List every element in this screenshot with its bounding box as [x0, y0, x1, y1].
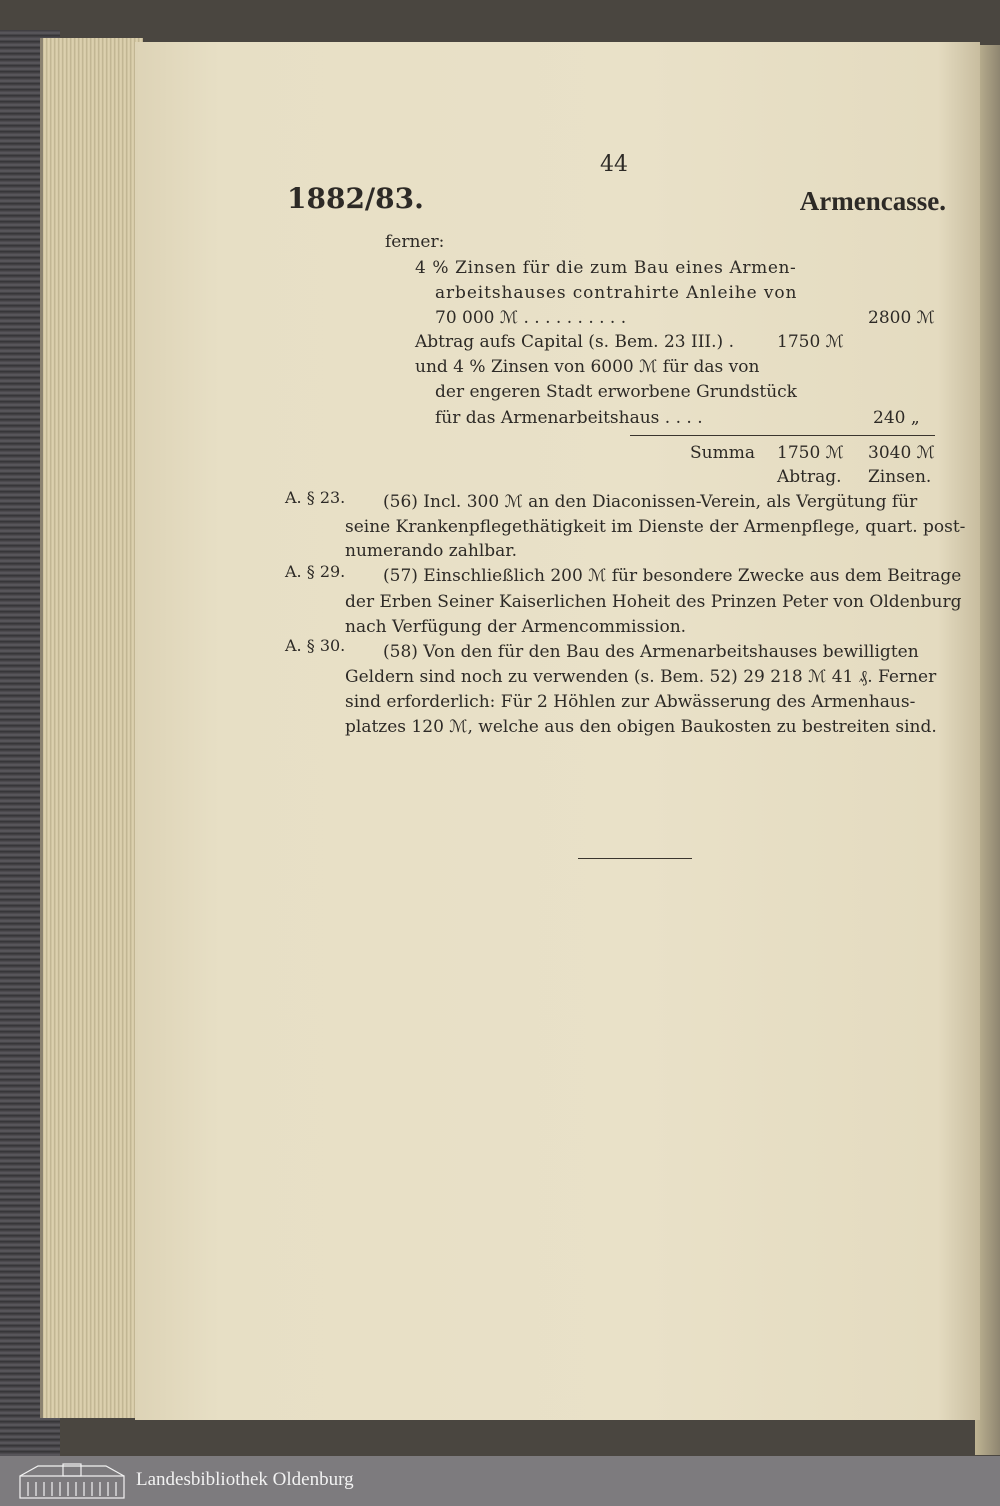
note-line: Geldern sind noch zu verwenden (s. Bem. 52) 29 218 ℳ 41 ₰. Ferner [345, 667, 937, 687]
library-name: Landesbibliothek Oldenburg [136, 1469, 354, 1490]
section-title: Armencasse. [799, 186, 946, 216]
fiscal-year: 1882/83. [287, 182, 424, 215]
summary-repayment: 1750 ℳ [777, 443, 844, 463]
entry-line: arbeitshauses contrahirte Anleihe von [435, 283, 798, 303]
entry-line: Abtrag aufs Capital (s. Bem. 23 III.) . [415, 332, 734, 352]
note-line: nach Verfügung der Armencommission. [345, 617, 687, 637]
sum-rule [630, 435, 935, 436]
library-building-icon [18, 1462, 126, 1500]
summary-repayment-label: Abtrag. [777, 467, 842, 487]
note-line: (58) Von den für den Bau des Armenarbeitshauses bewilligten [383, 642, 919, 662]
amount-repayment: 1750 ℳ [777, 332, 844, 352]
summary-label: Summa [690, 443, 755, 463]
entry-intro: ferner: [385, 232, 445, 252]
note-reference: A. § 23. [285, 488, 346, 507]
note-line: (57) Einschließlich 200 ℳ für besondere Zwecke aus dem Beitrage [383, 566, 962, 586]
note-line: sind erforderlich: Für 2 Höhlen zur Abwässerung des Armenhaus- [345, 692, 916, 712]
end-rule [578, 858, 692, 859]
library-footer [0, 1456, 1000, 1506]
amount-ground: 240 „ [873, 408, 920, 428]
note-line: der Erben Seiner Kaiserlichen Hoheit des Prinzen Peter von Oldenburg [345, 592, 962, 612]
note-line: (56) Incl. 300 ℳ an den Diaconissen-Verein, als Vergütung für [383, 492, 918, 512]
entry-line: 4 % Zinsen für die zum Bau eines Armen- [415, 258, 797, 278]
entry-line: 70 000 ℳ . . . . . . . . . . [435, 308, 627, 328]
entry-line: für das Armenarbeitshaus . . . . [435, 408, 703, 428]
note-line: seine Krankenpflegethätigkeit im Dienste der Armenpflege, quart. post- [345, 517, 966, 537]
page-number: 44 [600, 152, 628, 177]
note-line: numerando zahlbar. [345, 541, 517, 561]
entry-line: und 4 % Zinsen von 6000 ℳ für das von [415, 357, 760, 377]
note-reference: A. § 29. [285, 562, 346, 581]
entry-line: der engeren Stadt erworbene Grundstück [435, 382, 797, 402]
note-line: platzes 120 ℳ, welche aus den obigen Baukosten zu bestreiten sind. [345, 717, 937, 737]
amount-interest: 2800 ℳ [868, 308, 935, 328]
note-reference: A. § 30. [285, 636, 346, 655]
page-stack [40, 38, 143, 1418]
document-page [135, 42, 980, 1420]
summary-interest-label: Zinsen. [868, 467, 932, 487]
summary-interest: 3040 ℳ [868, 443, 935, 463]
